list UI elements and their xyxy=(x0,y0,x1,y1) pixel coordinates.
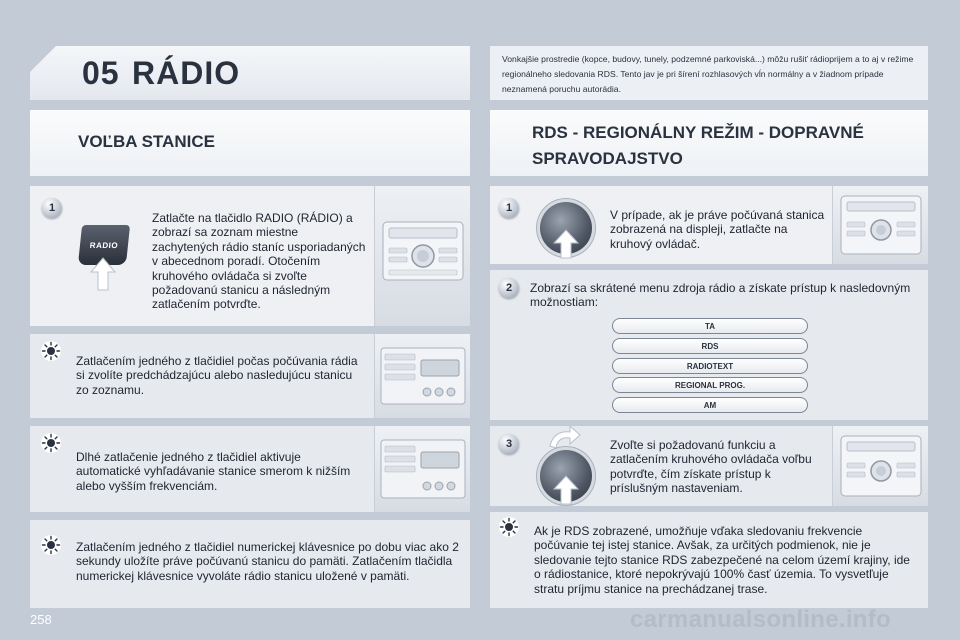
menu-option-radiotext: RADIOTEXT xyxy=(612,358,808,374)
step-badge: 3 xyxy=(499,434,519,454)
tip-icon xyxy=(40,432,62,454)
right-section-heading xyxy=(490,110,928,176)
radio-panel-image xyxy=(832,186,928,264)
right-step2-text: Zobrazí sa skrátené menu zdroja rádio a získate prístup k nasledovným možnostiam: xyxy=(530,281,911,310)
step-badge: 2 xyxy=(499,278,519,298)
right-heading-line1: RDS - REGIONÁLNY REŽIM - DOPRAVNÉ xyxy=(532,123,864,142)
watermark: carmanualsonline.info xyxy=(630,606,892,633)
left-tip3-text: Zatlačením jedného z tlačidiel numerickej klávesnice po dobu viac ako 2 sekundy uložíte práve počúvanú stanicu do pamäti. Zatlačením tlačidla numerickej klávesnice vyvoláte rádio stanicu uložené v pamäti. xyxy=(76,540,459,583)
page-number: 258 xyxy=(30,612,52,627)
left-step1-text: Zatlačte na tlačidlo RADIO (RÁDIO) a zobrazí sa zoznam miestne zachytených rádio staníc usporiadaných v abecednom poradí. Otočením kruhového ovládača si zvoľte požadovanú stanicu a následným zatlačením potvrďte. xyxy=(152,211,366,312)
press-arrow-icon xyxy=(551,474,581,506)
controls-image xyxy=(374,334,470,418)
step-badge: 1 xyxy=(42,198,62,218)
radio-button-icon: RADIO xyxy=(78,225,130,265)
right-step1-text: V prípade, ak je práve počúvaná stanica zobrazená na displeji, zatlačte na kruhový ovládač. xyxy=(610,208,825,251)
radio-panel-image xyxy=(374,186,470,326)
tip-icon xyxy=(40,340,62,362)
right-step3-text: Zvoľte si požadovanú funkciu a zatlačením kruhového ovládača voľbu potvrďte, čím získate prístup k príslušným nastaveniam. xyxy=(610,438,812,496)
menu-option-ta: TA xyxy=(612,318,808,334)
press-arrow-icon xyxy=(551,228,581,260)
left-tip2-text: Dlhé zatlačenie jedného z tlačidiel aktivuje automatické vyhľadávanie stanice smerom k nižším alebo vyšším frekvenciám. xyxy=(76,450,351,493)
tip-icon xyxy=(498,516,520,538)
menu-option-am: AM xyxy=(612,397,808,413)
chapter-number: 05 xyxy=(82,55,120,91)
header-note: Vonkajšie prostredie (kopce, budovy, tunely, podzemné parkoviská...) môžu rušiť rádioprijem a to aj v režime regionálneho sledovania RDS. Tento jav je pri šírení rozhlasových vĺn normálny a v žiadnom prípade neznamená poruchu autorádia. xyxy=(490,46,928,100)
step-badge: 1 xyxy=(499,198,519,218)
left-tip1-text: Zatlačením jedného z tlačidiel počas počúvania rádia si zvolíte predchádzajúcu alebo nasledujúcu stanicu zo zoznamu. xyxy=(76,354,358,397)
menu-option-regional-prog: REGIONAL PROG. xyxy=(612,377,808,393)
controls-image xyxy=(374,426,470,512)
radio-panel-image xyxy=(832,426,928,506)
menu-option-rds: RDS xyxy=(612,338,808,354)
left-section-heading: VOĽBA STANICE xyxy=(30,110,470,176)
right-tip-text: Ak je RDS zobrazené, umožňuje vďaka sledovaniu frekvencie počúvanie tej istej stanice. Avšak, za určitých podmienok, nie je sledovanie tejto stanice RDS zabezpečené na celom území krajiny, ide o rádiostanice, ktoré nepokrývajú 100% časť územia. To vysvetľuje stratu príjmu stanice na prechádzanej trase. xyxy=(534,524,910,596)
press-arrow-icon xyxy=(88,256,118,292)
right-heading-line2: SPRAVODAJSTVO xyxy=(532,149,683,168)
chapter-title: RÁDIO xyxy=(132,55,241,91)
tip-icon xyxy=(40,534,62,556)
rotate-arrow-icon xyxy=(546,424,582,450)
